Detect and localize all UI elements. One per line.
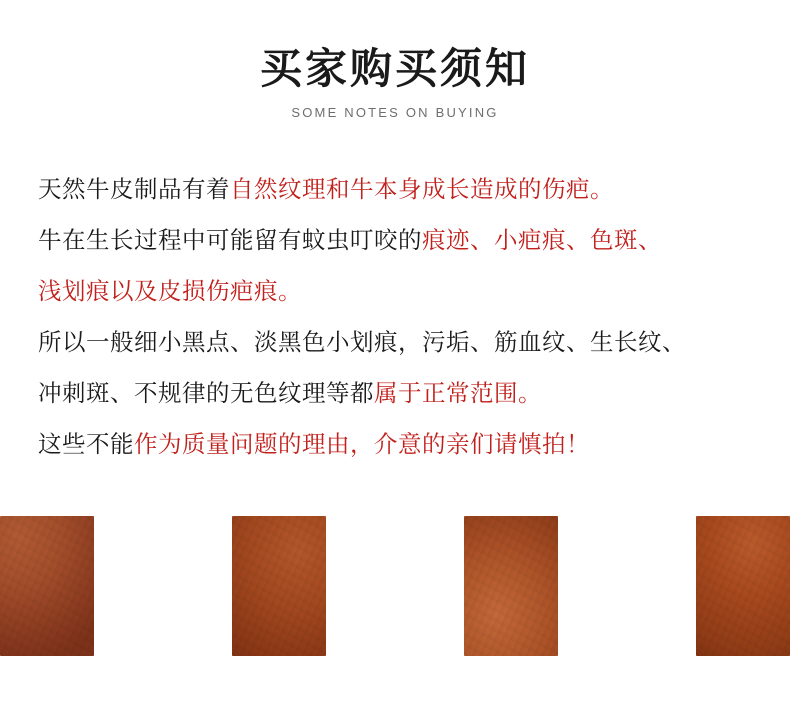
notice-line-3 bbox=[38, 266, 754, 317]
notice-run: 牛在生长过程中可能留有蚊虫叮咬的 bbox=[38, 227, 422, 254]
notice-run-highlight: 作为质量问题的理由，介意的亲们请慎拍！ bbox=[134, 431, 590, 458]
notice-line-1 bbox=[38, 164, 754, 215]
notice-run-highlight: 浅划痕以及皮损伤疤痕。 bbox=[38, 278, 302, 305]
page-subtitle: SOME NOTES ON BUYING bbox=[291, 105, 499, 121]
leather-swatch-2 bbox=[232, 516, 326, 656]
notice-line-5 bbox=[38, 368, 754, 419]
notice-run: 天然牛皮制品有着 bbox=[38, 176, 230, 203]
notice-line-4 bbox=[38, 317, 754, 368]
notice-run: 这些不能 bbox=[38, 431, 134, 458]
leather-swatch-row bbox=[0, 516, 790, 656]
page-title: 买家购买须知 bbox=[259, 45, 530, 92]
notice-run: 冲刺斑、不规律的无色纹理等都 bbox=[38, 380, 374, 407]
notice-run-highlight: 属于正常范围。 bbox=[374, 380, 542, 407]
leather-swatch-4 bbox=[696, 516, 790, 656]
leather-swatch-3 bbox=[464, 516, 558, 656]
notice-run: 所以一般细小黑点、淡黑色小划痕，污垢、筋血纹、生长纹、 bbox=[38, 329, 686, 356]
page-header bbox=[0, 0, 790, 120]
leather-swatch-1 bbox=[0, 516, 94, 656]
notice-run-highlight: 痕迹、小疤痕、色斑、 bbox=[422, 227, 662, 254]
notice-line-6 bbox=[38, 419, 754, 470]
notice-run-highlight: 自然纹理和牛本身成长造成的伤疤。 bbox=[230, 176, 614, 203]
notice-body bbox=[0, 120, 790, 470]
notice-line-2 bbox=[38, 215, 754, 266]
